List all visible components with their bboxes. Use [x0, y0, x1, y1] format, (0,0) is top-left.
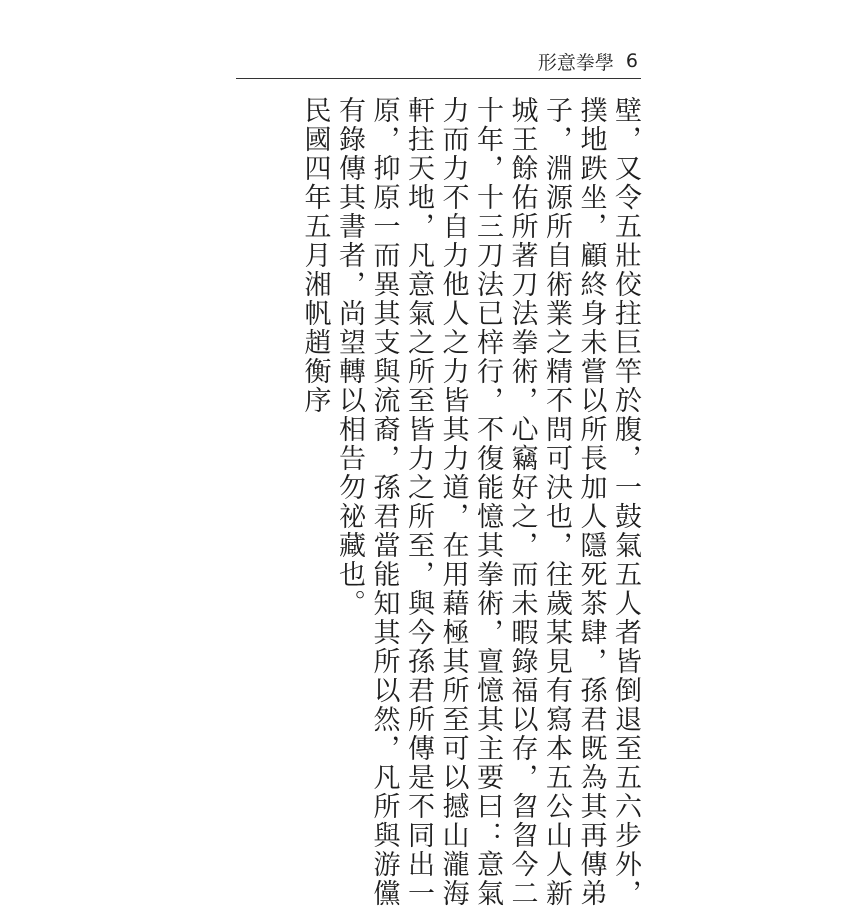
- header-rule: [236, 78, 641, 79]
- colophon-column: 民國四年五月湘帆趙衡序: [299, 96, 331, 415]
- text-column: 十年，十三刀法已梓行，不復能憶其拳術，亶憶其主要曰：意氣: [472, 96, 503, 908]
- page-number: 6: [625, 50, 638, 72]
- text-column: 壁，又令五壯佼拄巨竿於腹，一鼓氣五人者皆倒退至五六步外，: [610, 96, 641, 908]
- text-column: 城王餘佑所著刀法拳術，心竊好之，而未暇錄福以存，曶曶今二: [506, 96, 538, 908]
- vertical-text-body: [299, 96, 642, 908]
- text-column: 軒拄天地，凡意氣之所至皆力之所至，與今孫君所傳是不同出一: [403, 96, 434, 908]
- text-column: 原，抑原一而異其支與流裔，孫君當能知其所以然，凡所與游儻: [368, 96, 400, 908]
- running-head: [538, 48, 638, 74]
- book-title: 形意拳學: [537, 51, 614, 74]
- text-column: 力而力不自力他人之力皆其力道，在用藉極其所至可以撼山瀧海: [437, 96, 469, 908]
- text-column: 子，淵源所自術業之精不問可決也，往歲某見有寫本五公山人新: [541, 96, 572, 908]
- text-column: 有錄傳其書者，尚望轉以相告勿祕藏也。: [334, 96, 365, 618]
- text-column: 撲地跌坐，顧終身未嘗以所長加人隱死茶肆，孫君既為其再傳弟: [575, 96, 607, 908]
